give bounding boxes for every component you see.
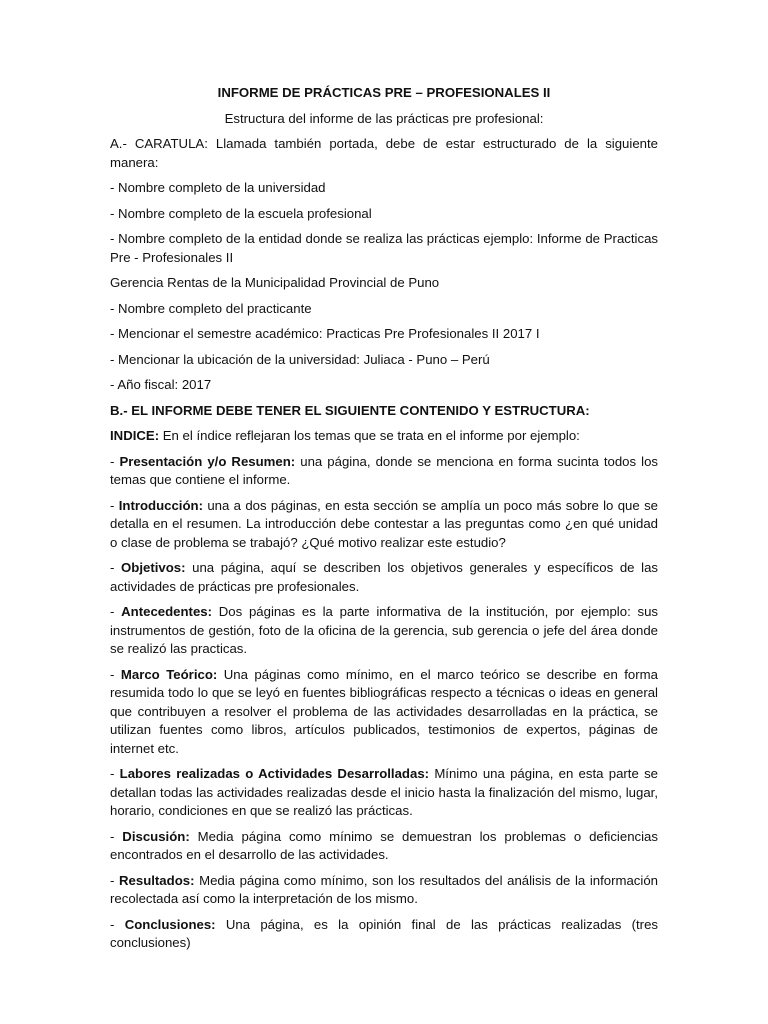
labores-paragraph xyxy=(110,765,658,821)
presentacion-text: una página, donde se menciona en forma sucinta todos los temas que contiene el informe. xyxy=(110,453,659,487)
item-year: - Año fiscal: 2017 xyxy=(110,377,212,392)
indice-label: INDICE: xyxy=(110,428,160,443)
presentacion-paragraph xyxy=(110,453,658,490)
labores-label: Labores realizadas o Actividades Desarrolladas: xyxy=(119,766,430,781)
marco-teorico-paragraph xyxy=(110,666,658,759)
item-entity-example: Gerencia Rentas de la Municipalidad Provincial de Puno xyxy=(110,275,440,290)
presentacion-prefix: - xyxy=(110,453,120,469)
item-semester: - Mencionar el semestre académico: Practicas Pre Profesionales II 2017 I xyxy=(110,326,540,341)
section-a-label: A.- CARATULA: xyxy=(110,136,208,151)
antecedentes-prefix: - xyxy=(110,604,122,619)
item-location: - Mencionar la ubicación de la universidad: Juliaca - Puno – Perú xyxy=(110,351,490,367)
item-university: - Nombre completo de la universidad xyxy=(110,180,326,195)
objetivos-paragraph xyxy=(110,559,658,596)
resultados-text: Media página como mínimo, son los resultados del análisis de la información recolectada así como la interpretación de los mismo. xyxy=(110,872,658,906)
labores-text: Mínimo una página, en esta parte se detallan todas las actividades realizadas desde el inicio hasta la finalización del mismo, lugar, horario, condiciones en que se realizó las prácticas. xyxy=(110,766,659,818)
discusion-prefix: - xyxy=(110,828,123,844)
objetivos-label: Objetivos: xyxy=(121,560,186,575)
marco-teorico-prefix: - xyxy=(110,666,121,682)
discusion-label: Discusión: xyxy=(122,828,190,844)
discusion-text: Media página como mínimo se demuestran los problemas o deficiencias encontrados en el desarrollo de las actividades. xyxy=(110,828,658,862)
resultados-prefix: - xyxy=(110,872,119,888)
conclusiones-text: Una página, es la opinión final de las prácticas realizadas (tres conclusiones) xyxy=(110,916,658,950)
objetivos-text: una página, aquí se describen los objetivos generales y específicos de las actividades de prácticas pre profesionales. xyxy=(110,560,658,594)
introduccion-paragraph xyxy=(110,497,658,553)
item-school: - Nombre completo de la escuela profesional xyxy=(110,205,372,221)
item-student: - Nombre completo del practicante xyxy=(110,300,312,316)
conclusiones-prefix: - xyxy=(110,916,125,932)
indice-paragraph xyxy=(110,427,658,446)
objetivos-prefix: - xyxy=(110,560,122,575)
resultados-label: Resultados: xyxy=(119,872,195,888)
marco-teorico-text: Una páginas como mínimo, en el marco teórico se describe en forma resumida todo lo que se leyó en fuentes bibliográficas respecto a técnicas o ideas en general que contribuyen a resolver el problema de las actividades desarrolladas en la práctica, se utilizan fuentes como libros, artículos publicados, testimonios de expertos, páginas de internet etc. xyxy=(110,666,658,756)
resultados-paragraph xyxy=(110,872,658,909)
section-b-heading xyxy=(110,402,658,421)
conclusiones-paragraph xyxy=(110,916,658,953)
conclusiones-label: Conclusiones: xyxy=(124,916,216,932)
introduccion-label: Introducción: xyxy=(118,497,203,513)
antecedentes-text: Dos páginas es la parte informativa de la institución, por ejemplo: sus instrumentos de gestión, foto de la oficina de la gerencia, sub gerencia o jefe del área donde se realizó las practicas. xyxy=(110,604,658,656)
indice-text: En el índice reflejaran los temas que se trata en el informe por ejemplo: xyxy=(159,428,580,443)
section-b-label: B.- EL INFORME DEBE TENER EL SIGUIENTE CONTENIDO Y ESTRUCTURA: xyxy=(110,402,590,418)
section-a-text: Llamada también portada, debe de estar estructurado de la siguiente manera: xyxy=(110,136,658,170)
document-subtitle: Estructura del informe de las prácticas pre profesional: xyxy=(224,110,544,126)
antecedentes-label: Antecedentes: xyxy=(121,604,213,619)
presentacion-label: Presentación y/o Resumen: xyxy=(119,453,296,469)
item-entity: - Nombre completo de la entidad donde se realiza las prácticas ejemplo: Informe de Practicas Pre - Profesionales II xyxy=(110,231,658,265)
labores-prefix: - xyxy=(110,766,120,781)
marco-teorico-label: Marco Teórico: xyxy=(120,666,218,682)
document-page xyxy=(110,84,658,953)
introduccion-text: una a dos páginas, en esta sección se amplía un poco más sobre lo que se detalla en el resumen. La introducción debe contestar a las preguntas como ¿en qué unidad o clase de problema se trabajó? ¿Qué motivo realizar este estudio? xyxy=(110,497,658,550)
antecedentes-paragraph xyxy=(110,603,658,659)
document-title: INFORME DE PRÁCTICAS PRE – PROFESIONALES II xyxy=(217,85,551,100)
section-a-paragraph xyxy=(110,135,658,172)
discusion-paragraph xyxy=(110,828,658,865)
introduccion-prefix: - xyxy=(110,497,119,513)
